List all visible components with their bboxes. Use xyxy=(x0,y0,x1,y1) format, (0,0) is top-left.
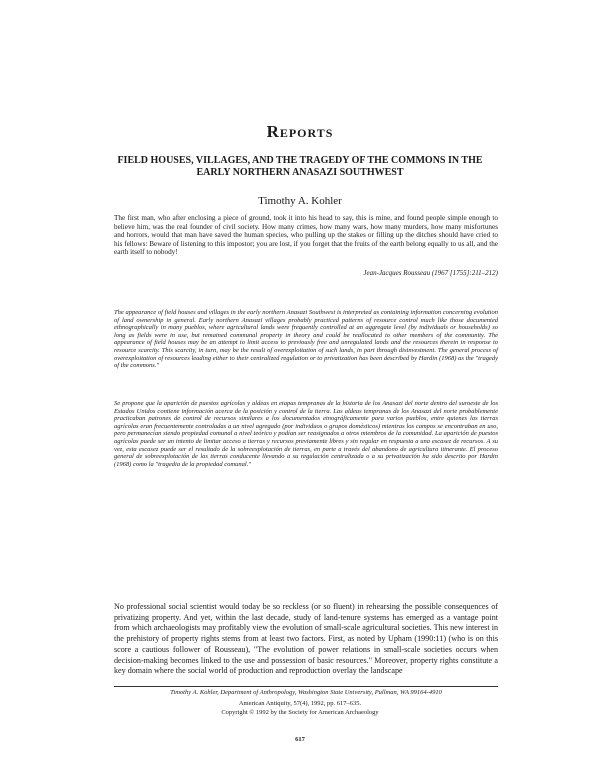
author-name: Timothy A. Kohler xyxy=(258,195,342,207)
copyright-notice: Copyright © 1992 by the Society for American Archaeology xyxy=(221,709,379,716)
section-heading: Reports xyxy=(266,122,334,141)
journal-citation: American Antiquity, 57(4), 1992, pp. 617–635. xyxy=(238,700,362,707)
abstract-english: The appearance of field houses and villages in the early northern Anasazi Southwest is interpreted as containing information concerning evolution of land ownership in general. Early northern Anasazi villages probably practiced patterns of resource control much like those documented ethnographically in many pueblos, where agricultural lands were frequently controlled at an aggregate level (by individuals or households) so long as fields were in use, but remained communal property in theory and could be reallocated to other members of the community. The appearance of field houses may be an attempt to limit access to previously free and unregulated lands and the resources therein in response to resource scarcity. This scarcity, in turn, may be the result of overexploitation of such lands, in part through disinvestment. The general process of overexploitation of resources leading either to their centralized regulation or to privatization has been described by Hardin (1968) as the "tragedy of the commons." xyxy=(114,309,498,370)
body-paragraph: No professional social scientist would today be so reckless (or so fluent) in rehearsing the possible consequences of privatizing property. And yet, within the last decade, study of land-tenure systems has emerged as a vantage point from which archaeologists may profitably view the evolution of small-scale agricultural societies. This new interest in the prehistory of property rights stems from at least two factors. First, as noted by Upham (1990:11) (who is on this score a cautious follower of Rousseau), "The evolution of power relations in small-scale societies occurs when decision-making becomes linked to the use and possession of basic resources." Moreover, property rights constitute a key domain where the social world of production and reproduction overlay the landscape xyxy=(114,602,498,676)
footnote-divider xyxy=(114,686,498,687)
epigraph-attribution: Jean-Jacques Rousseau (1967 [1755]:211–212) xyxy=(363,269,498,277)
page-number: 617 xyxy=(295,736,305,743)
abstract-spanish: Se propone que la aparición de puestos agrícolas y aldeas en etapas tempranas de la historia de los Anasazi del norte dentro del suroeste de los Estados Unidos contiene información acerca de la posición y control de la tierra. Las aldeas tempranas de los Anasazi del norte probablemente practicaban patrones de control de recursos similares a los documentados etnográficamente para varios pueblos, entre quienes las tierras agrícolas eran frecuentemente controladas a un nivel agregado (por individuos o grupos domésticos) mientras los campos se encontraban en uso, pero permanecían siendo propiedad comunal a nivel teórico y podían ser reasignados a otros miembros de la comunidad. La aparición de puestos agrícolas puede ser un intento de limitar acceso a tierras y recursos previamente libres y sin regular en respuesta a una escasez de recursos. A su vez, esta escasez puede ser el resultado de la sobreexplotación de tierras, en parte a través del abandono de agricultura itinerante. El proceso general de sobreexplotación de las tierras conducente llevando a su regulación centralizada o a su privatización ha sido descrito por Hardin (1968) como la "tragedia de la propiedad comunal." xyxy=(114,400,498,468)
article-title: FIELD HOUSES, VILLAGES, AND THE TRAGEDY OF THE COMMONS IN THE EARLY NORTHERN ANASAZI SOUTHWEST xyxy=(117,155,483,178)
epigraph-quote: The first man, who after enclosing a piece of ground, took it into his head to say, this is mine, and found people simple enough to believe him, was the real founder of civil society. How many crimes, how many wars, how many murders, how many misfortunes and horrors, would that man have saved the human species, who pulling up the stakes or filling up the ditches should have cried to his fellows: Beware of listening to this impostor; you are lost, if you forget that the fruits of the earth belong equally to us all, and the earth itself to nobody! xyxy=(114,214,498,257)
author-affiliation: Timothy A. Kohler, Department of Anthropology, Washington State University, Pullman, WA 99164-4910 xyxy=(170,689,442,696)
